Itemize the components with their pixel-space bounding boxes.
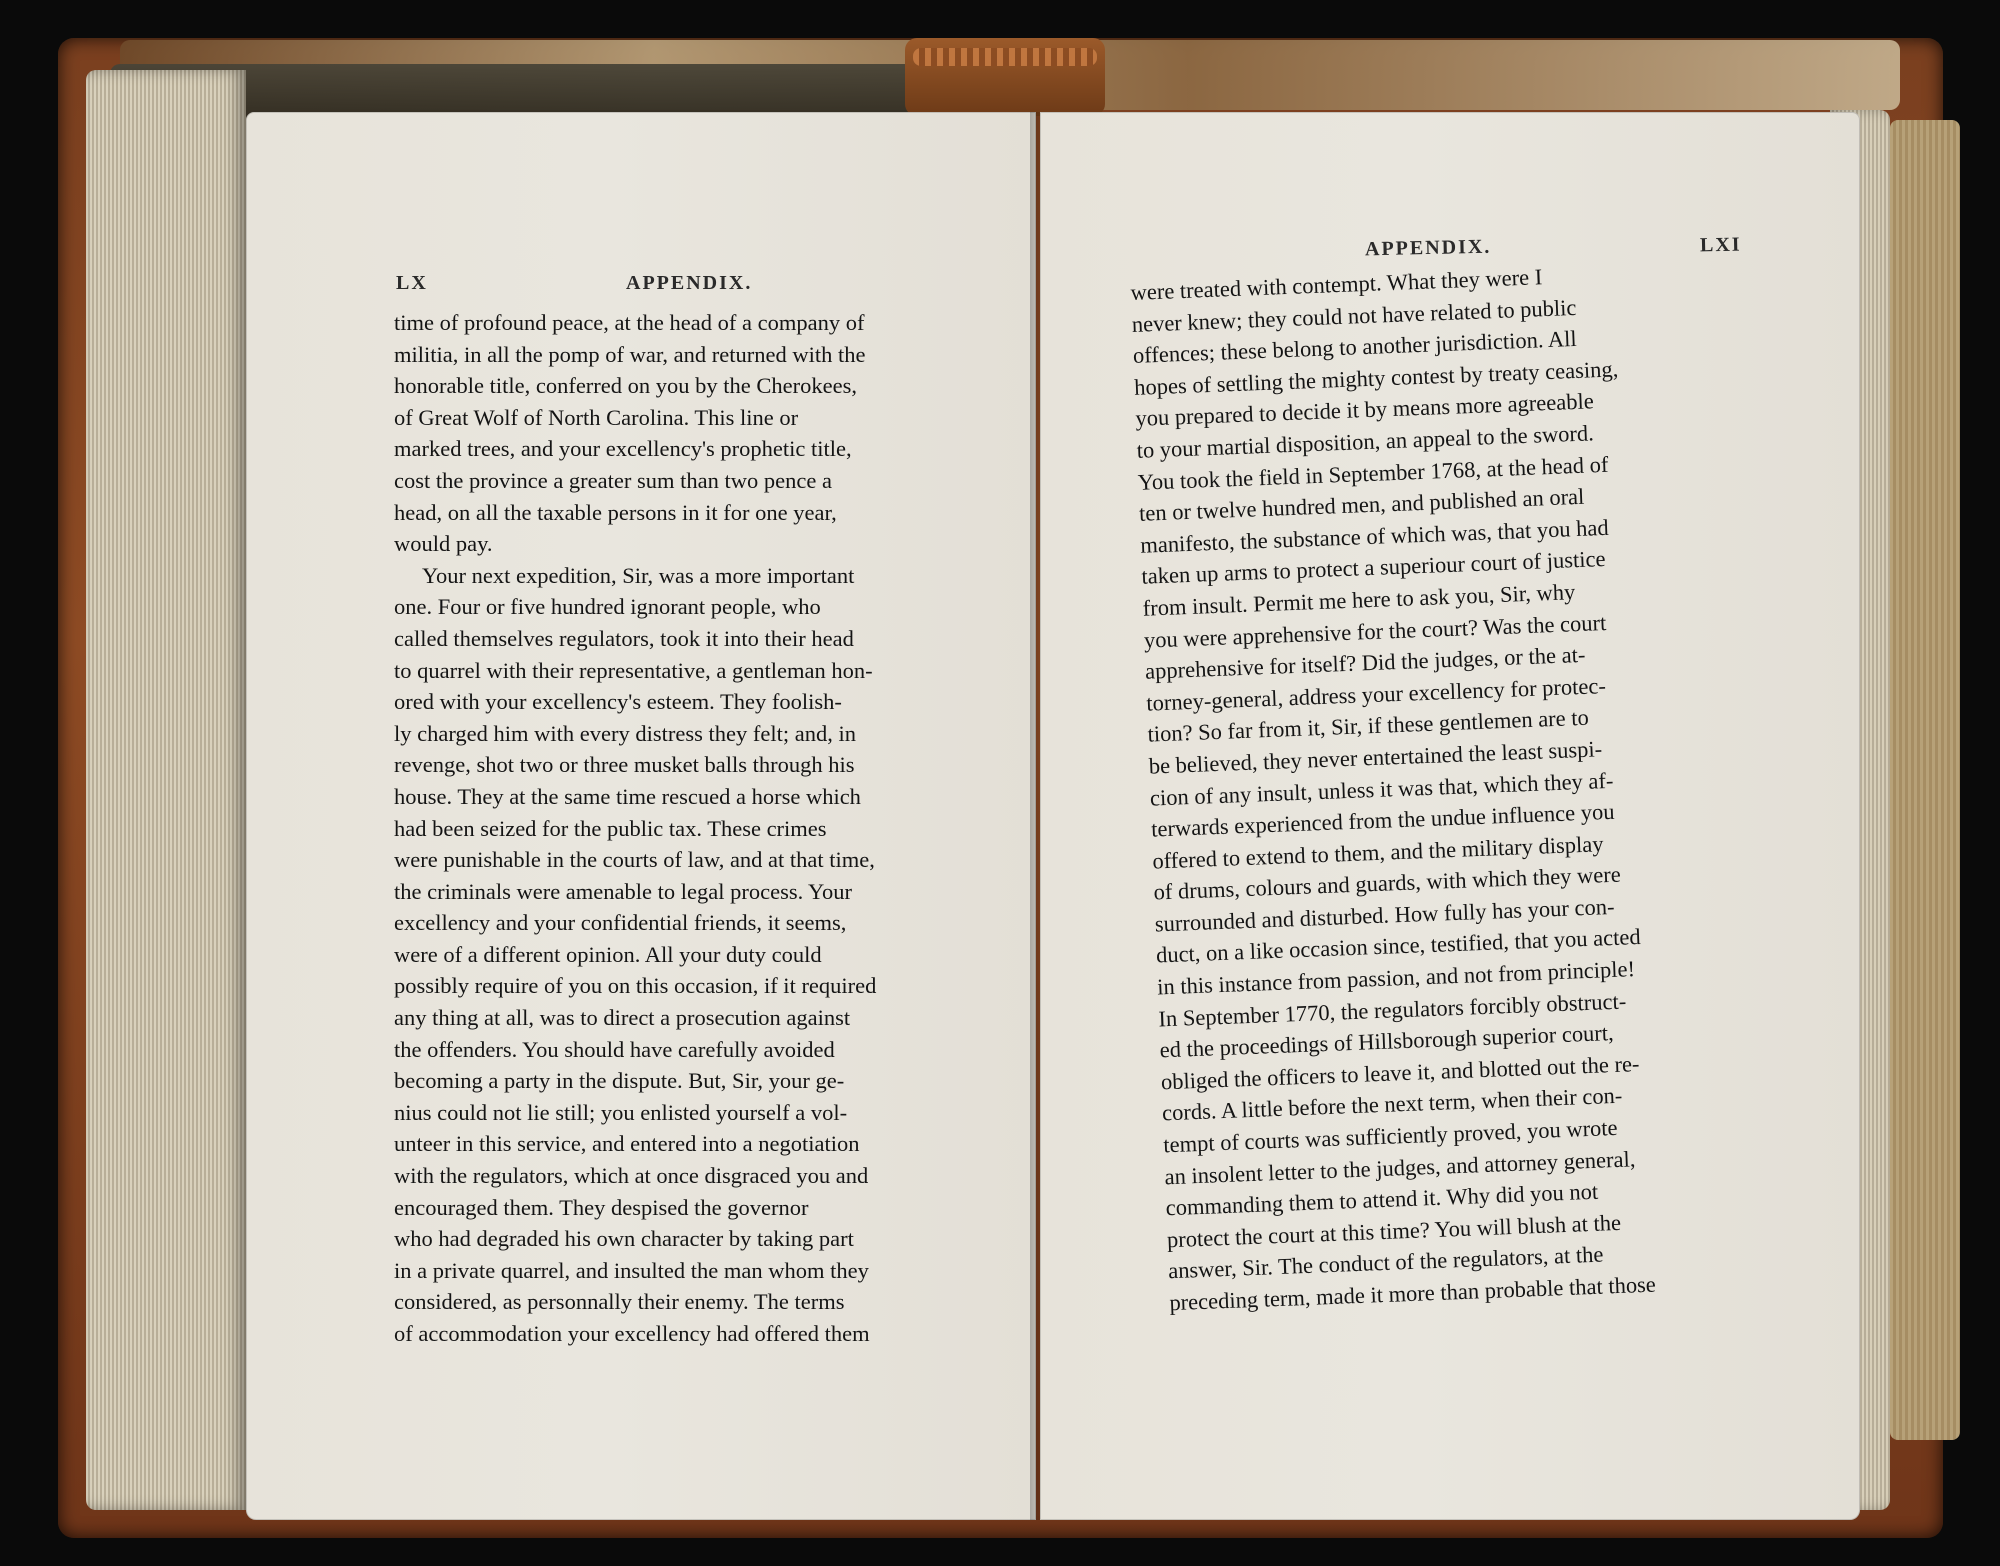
text-line: ten or twelve hundred men, and published an oral: [1138, 483, 1585, 526]
text-line: nius could not lie still; you enlisted yourself a vol-: [394, 1099, 848, 1125]
text-line: were punishable in the courts of law, and at that time,: [394, 847, 875, 873]
text-line: cost the province a greater sum than two pence a: [394, 467, 832, 493]
text-line: in a private quarrel, and insulted the man whom they: [394, 1257, 869, 1283]
text-line: preceding term, made it more than probable that those: [1168, 1271, 1657, 1316]
text-line: encouraged them. They despised the governor: [394, 1194, 809, 1220]
text-line: house. They at the same time rescued a horse which: [394, 783, 861, 809]
text-line: protect the court at this time? You will blush at the: [1166, 1209, 1622, 1253]
spine-headband: [905, 38, 1105, 116]
text-line: possibly require of you on this occasion, if it required: [394, 973, 877, 999]
text-line: honorable title, conferred on you by the Cherokees,: [394, 373, 857, 399]
text-line: you were apprehensive for the court? Was the court: [1143, 609, 1607, 653]
text-line: duct, on a like occasion since, testified, that you acted: [1155, 924, 1642, 968]
text-line: marked trees, and your excellency's prophetic title,: [394, 436, 852, 462]
text-line: unteer in this service, and entered into a negotiation: [394, 1131, 860, 1157]
text-line: be believed, they never entertained the least suspi-: [1148, 736, 1603, 779]
text-line: tempt of courts was sufficiently proved, you wrote: [1162, 1114, 1618, 1158]
text-line: militia, in all the pomp of war, and returned with the: [394, 341, 866, 367]
text-line: any thing at all, was to direct a prosecution against: [394, 1005, 851, 1031]
text-line: apprehensive for itself? Did the judges, or the at-: [1144, 641, 1586, 684]
text-line: cords. A little before the next term, when their con-: [1161, 1083, 1623, 1126]
text-line: the criminals were amenable to legal process. Your: [394, 878, 852, 904]
text-line: excellency and your confidential friends, it seems,: [394, 910, 847, 936]
text-line: to quarrel with their representative, a gentleman hon-: [394, 657, 873, 683]
text-line: to your martial disposition, an appeal to the sword.: [1136, 420, 1595, 463]
text-line: had been seized for the public tax. These crimes: [394, 815, 827, 841]
text-line: never knew; they could not have related to public: [1131, 294, 1577, 337]
text-line: cion of any insult, unless it was that, which they af-: [1149, 767, 1614, 811]
text-line: were of a different opinion. All your duty could: [394, 941, 822, 967]
text-line: of accommodation your excellency had offered them: [394, 1321, 870, 1346]
text-line: commanding them to attend it. Why did you not: [1165, 1178, 1599, 1221]
text-line: in this instance from passion, and not from principle!: [1156, 956, 1636, 1000]
text-line: ly charged him with every distress they felt; and, in: [394, 720, 856, 746]
text-line: ed the proceedings of Hillsborough superior court,: [1159, 1020, 1615, 1063]
text-line: terwards experienced from the undue influence you: [1150, 798, 1615, 842]
text-line: offences; these belong to another jurisdiction. All: [1132, 326, 1578, 369]
text-line: from insult. Permit me here to ask you, Sir, why: [1142, 579, 1576, 621]
text-line: revenge, shot two or three musket balls through his: [394, 752, 855, 778]
text-line: considered, as personnally their enemy. The terms: [394, 1289, 845, 1315]
text-line: hopes of settling the mighty contest by treaty ceasing,: [1133, 356, 1619, 400]
text-line: You took the field in September 1768, at the head of: [1137, 451, 1609, 495]
text-line: answer, Sir. The conduct of the regulators, at the: [1167, 1241, 1604, 1284]
left-page-folio: LX: [396, 272, 428, 294]
text-line: tion? So far from it, Sir, if these gentlemen are to: [1147, 705, 1590, 747]
right-page-running-head: APPENDIX.: [1364, 235, 1492, 261]
page-edges-left: [86, 70, 246, 1510]
right-page-folio: LXI: [1699, 233, 1742, 257]
text-line: obliged the officers to leave it, and blotted out the re-: [1160, 1050, 1640, 1095]
text-line: time of profound peace, at the head of a company of: [394, 310, 865, 335]
text-line: an insolent letter to the judges, and attorney general,: [1164, 1145, 1636, 1189]
right-page-text: [1130, 252, 1810, 1318]
text-line: one. Four or five hundred ignorant people, who: [394, 594, 821, 620]
text-line: head, on all the taxable persons in it for one year,: [394, 499, 837, 525]
left-page: [246, 112, 1036, 1520]
text-line: were treated with contempt. What they were I: [1130, 264, 1543, 305]
text-line: torney-general, address your excellency for protec-: [1145, 672, 1607, 716]
text-line: manifesto, the substance of which was, that you had: [1139, 514, 1610, 558]
text-line: becoming a party in the dispute. But, Sir, your ge-: [394, 1068, 845, 1094]
text-line: would pay.: [394, 531, 493, 557]
text-line: offered to extend to them, and the military display: [1151, 830, 1604, 874]
cover-right-cloth: [1890, 120, 1960, 1440]
text-line: taken up arms to protect a superiour court of justice: [1141, 546, 1606, 590]
text-line: who had degraded his own character by taking part: [394, 1226, 854, 1252]
text-line: surrounded and disturbed. How fully has your con-: [1154, 893, 1615, 937]
text-line: you prepared to decide it by means more agreeable: [1134, 388, 1595, 432]
text-line: of drums, colours and guards, with which they were: [1153, 861, 1622, 905]
text-line: of Great Wolf of North Carolina. This line or: [394, 404, 799, 430]
right-page: [1040, 112, 1860, 1520]
left-page-running-head: APPENDIX.: [626, 272, 753, 294]
text-line: with the regulators, which at once disgraced you and: [394, 1163, 869, 1189]
text-line: called themselves regulators, took it into their head: [394, 625, 854, 651]
text-line: the offenders. You should have carefully avoided: [394, 1036, 835, 1062]
text-line: Your next expedition, Sir, was a more important: [422, 562, 855, 588]
text-line: In September 1770, the regulators forcibly obstruct-: [1158, 988, 1627, 1032]
left-page-text: [394, 307, 1014, 1350]
text-line: ored with your excellency's esteem. They foolish-: [394, 689, 842, 715]
